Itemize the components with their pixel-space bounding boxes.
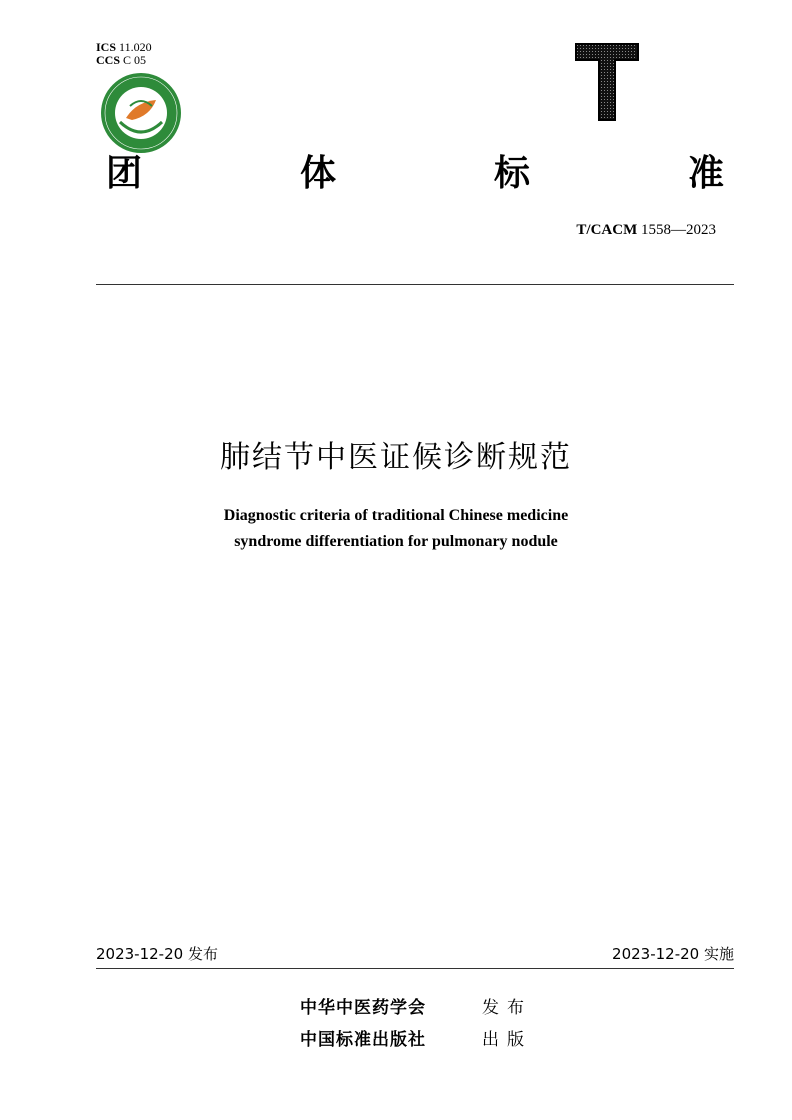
publisher-action: 发布 — [482, 998, 532, 1018]
standard-number — [576, 222, 716, 239]
ccs-label: CCS — [96, 53, 121, 67]
publisher-org: 中国标准出版社 — [300, 1030, 426, 1050]
publisher-org: 中华中医药学会 — [300, 998, 426, 1018]
heading-char-3: 标 — [493, 152, 530, 194]
ccs-value: C 05 — [123, 53, 147, 67]
heading-char-2: 体 — [299, 152, 336, 194]
title-chinese: 肺结节中医证候诊断规范 — [220, 440, 572, 475]
top-divider — [96, 284, 734, 285]
publishers — [300, 992, 532, 1056]
classification-codes — [96, 41, 152, 67]
ccs-code — [96, 54, 152, 67]
document-type-heading — [106, 148, 724, 192]
heading-char-4: 准 — [687, 152, 724, 194]
ics-value: 11.020 — [119, 40, 152, 54]
ics-label: ICS — [96, 40, 117, 54]
publisher-action: 出版 — [482, 1030, 532, 1050]
group-standard-letter — [574, 42, 640, 122]
heading-char-1: 团 — [106, 152, 143, 194]
association-logo — [100, 72, 182, 154]
issue-date: 2023-12-20 发布 — [96, 945, 218, 963]
publisher-row — [300, 1024, 532, 1056]
publisher-row — [300, 992, 532, 1024]
standard-code: 1558—2023 — [641, 222, 716, 238]
implementation-date: 2023-12-20 实施 — [612, 945, 734, 963]
bottom-divider — [96, 968, 734, 969]
title-english-line-2: syndrome differentiation for pulmonary nodule — [234, 533, 558, 550]
standard-prefix: T/CACM — [576, 222, 638, 238]
svg-text:T: T — [607, 112, 608, 113]
title-english-line-1: Diagnostic criteria of traditional Chinese medicine — [223, 507, 569, 524]
title-english — [0, 503, 792, 555]
